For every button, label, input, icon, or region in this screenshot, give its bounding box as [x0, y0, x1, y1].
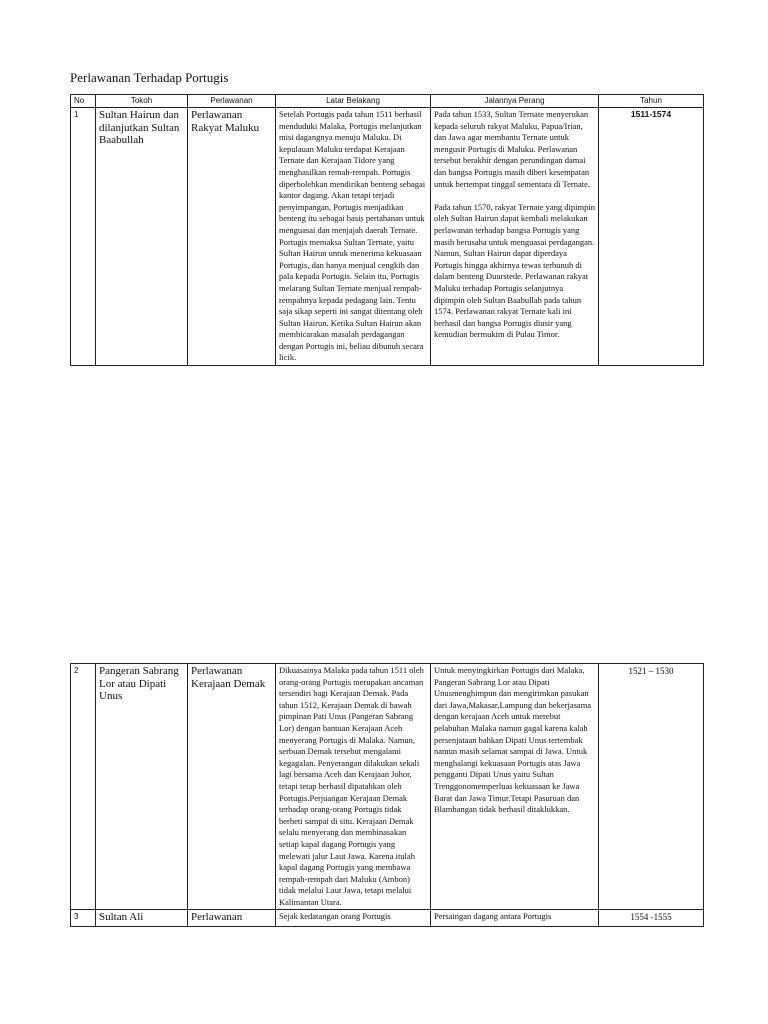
- table-row: [71, 910, 704, 927]
- row-number: 3: [71, 910, 96, 927]
- row-number: 1: [71, 108, 96, 366]
- row-jalannya-perang: [431, 108, 599, 366]
- header-jalannya-perang: Jalannya Perang: [431, 95, 599, 108]
- row-number: 2: [71, 664, 96, 910]
- row-tahun: 1554 -1555: [599, 910, 704, 927]
- header-perlawanan: Perlawanan: [188, 95, 276, 108]
- row-jalannya-perang: Persaingan dagang antara Portugis: [431, 910, 599, 927]
- header-no: No: [71, 95, 96, 108]
- row-latar-belakang: Sejak kedatangan orang Portugis: [276, 910, 431, 927]
- row-perlawanan: Perlawanan Kerajaan Demak: [188, 664, 276, 910]
- row-latar-belakang: Setelah Portugis pada tahun 1511 berhasil menduduki Malaka, Portugis melanjutkan misi dagangnya menuju Maluku. Di kepulauan Maluku terdapat Kerajaan Ternate dan Kerajaan Tidore yang menghasilkan remah-rempah. Portugis diperbolehkan mendirikan benteng sebagai kantor dagang. Akan tetapi terjadi penyimpangan, Portugis menjadikan benteng itu sebagai basis pertahanan untuk menguasai dan menjajah daerah Ternate. Portugis memaksa Sultan Ternate, yaitu Sultan Hairun untuk menerima kekuasaan Portugis, dan hanya menjual cengkih dan pala kepada Portugis. Selain itu, Portugis melarang Sultan Ternate menjual rempah-rempahnya kepada pedagang lain. Tentu saja sikap seperti ini sangat ditentang oleh Sultan Hairun. Ketika Sultan Hairun akan membicarakan masalah perdagangan dengan Portugis ini, beliau dibunuh secara licik.: [276, 108, 431, 366]
- row-tahun: 1521 – 1530: [599, 664, 704, 910]
- table-header-row: [71, 95, 704, 108]
- resistance-table-page-bottom: [70, 663, 704, 927]
- row-tokoh: Pangeran Sabrang Lor atau Dipati Unus: [96, 664, 188, 910]
- row-perlawanan: Perlawanan Rakyat Maluku: [188, 108, 276, 366]
- row-tokoh: Sultan Hairun dan dilanjutkan Sultan Baabullah: [96, 108, 188, 366]
- document-title: Perlawanan Terhadap Portugis: [70, 70, 229, 85]
- row-jalannya-perang: Untuk menyingkirkan Portugis dari Malaka, Pangeran Sabrang Lor atau Dipati Unusmenghimpun dan mengirimkan pasukan dari Jawa,Makasar,Lampung dan bekerjasama dengan kerajaan Aceh untuk merebut pelabuhan Malaka namun gagal karena kalah persenjataan bahkan Dipati Unus tertembak namun masih selamat sampai di Jawa. Untuk menghalangi kekuasaan Portugis atas Jawa pengganti Dipati Unus yaitu Sultan Trenggonomemperluas kekuasaan ke Jawa Barat dan Jawa Timur.Tetapi Pasuruan dan Blambangan tidak berhasil ditaklukkan.: [431, 664, 599, 910]
- header-tokoh: Tokoh: [96, 95, 188, 108]
- table-row: [71, 664, 704, 910]
- header-tahun: Tahun: [599, 95, 704, 108]
- jalannya-paragraph: Pada tahun 1533, Sultan Ternate menyerukan kepada seluruh rakyat Maluku, Papua/Irian, dan Jawa agar membantu Ternate untuk mengusir Portugis di Maluku. Perlawanan tersebut berakhir dengan perundingan damai dan bangsa Portugis masih diberi kesempatan untuk bertempat tinggal sementara di Ternate.: [434, 109, 590, 189]
- header-latar-belakang: Latar Belakang: [276, 95, 431, 108]
- row-latar-belakang: Dikuasainya Malaka pada tahun 1511 oleh orang-orang Portugis merupakan ancaman tersendiri bagi Kerajaan Demak. Pada tahun 1512, Kerajaan Demak di bawah pimpinan Pati Unus (Pangeran Sabrang Lor) dengan bantuan Kerajaan Aceh menyerang Portugis di Malaka. Namun, serbuan Demak tersebut mengalami kegagalan. Penyerangan dilakukan sekali lagi bersama Aceh dan Kerajaan Johor, tetapi tetap berhasil dipatahkan oleh Portugis.Perjuangan Kerajaan Demak terhadap orang-orang Portugis tidak berheti sampai di situ. Kerajaan Demak selalu menyerang dan membinasakan setiap kapal dagang Portugis yang melewati jalur Laut Jawa. Karena itulah kapal dagang Portugis yang membawa rempah-rempah dari Maluku (Ambon) tidak melalui Laut Jawa, tetapi melalui Kalimantan Utara.: [276, 664, 431, 910]
- resistance-table-page-top: [70, 94, 704, 366]
- row-perlawanan: Perlawanan: [188, 910, 276, 927]
- table-row: [71, 108, 704, 366]
- jalannya-paragraph: Pada tahun 1570, rakyat Ternate yang dipimpin oleh Sultan Hairun dapat kembali melakukan perlawanan terhadap bangsa Portugis yang masih berusaha untuk menguasai perdagangan. Namun, Sultan Hairun dapat diperdaya Portugis hingga akhirnya tewas terbunuh di dalam benteng Duurstede. Perlawanan rakyat Maluku terhadap Portugis selanjutnya dipimpin oleh Sultan Baabullah pada tahun 1574. Perlawanan rakyat Ternate kali ini berhasil dan bangsa Portugis diusir yang kemudian bermukim di Pulau Timor.: [434, 201, 595, 340]
- row-tokoh: Sultan Ali: [96, 910, 188, 927]
- row-tahun: 1511-1574: [599, 108, 704, 366]
